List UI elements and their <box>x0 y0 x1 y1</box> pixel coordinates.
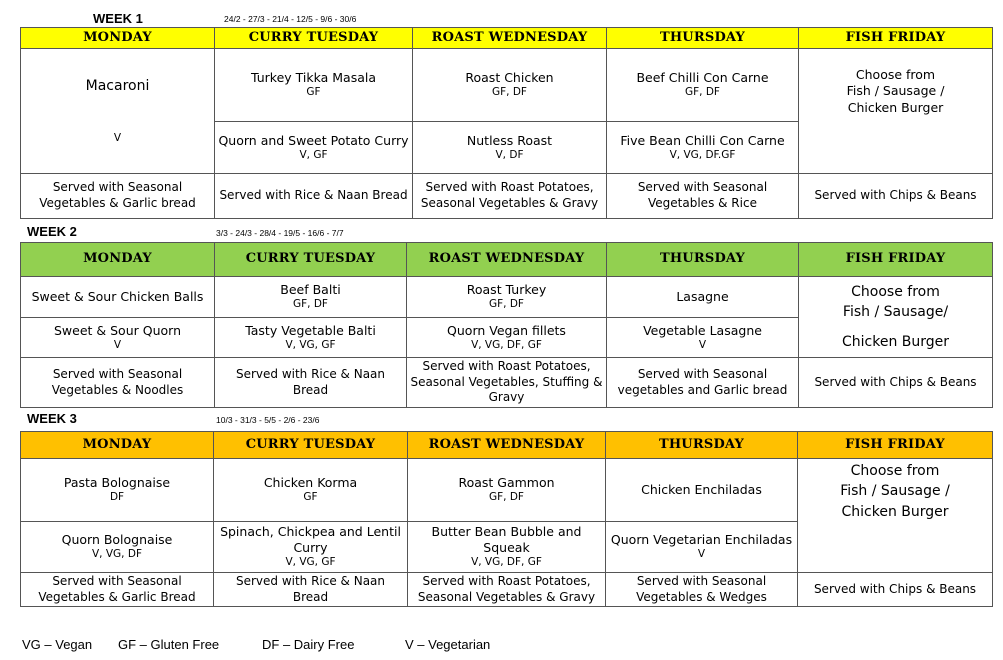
week2-friday-side: Served with Chips & Beans <box>799 358 993 408</box>
week3-tuesday-veg-diet: V, VG, GF <box>285 556 336 569</box>
week2-monday-main: Sweet & Sour Chicken Balls <box>31 288 204 304</box>
week2-tuesday-main-cell <box>215 277 407 318</box>
week3-monday-side: Served with Seasonal Vegetables & Garlic Bread <box>21 573 214 607</box>
week2-thursday-veg-cell <box>607 318 799 358</box>
week2-header-tuesday: CURRY TUESDAY <box>215 243 407 277</box>
week1-friday-side: Served with Chips & Beans <box>799 174 993 219</box>
week2-header-thursday: THURSDAY <box>607 243 799 277</box>
week3-tuesday-veg-cell <box>214 522 408 573</box>
week3-wednesday-veg-cell <box>408 522 606 573</box>
week3-monday-main: Pasta Bolognaise <box>63 475 171 491</box>
week2-tuesday-veg-cell <box>215 318 407 358</box>
week1-wednesday-veg-cell <box>413 122 607 174</box>
week3-wednesday-veg: Butter Bean Bubble and Squeak <box>431 523 582 556</box>
week3-friday-side: Served with Chips & Beans <box>798 573 993 607</box>
week3-tuesday-main-cell <box>214 459 408 522</box>
week3-thursday-veg-diet: V <box>697 548 706 561</box>
week1-tuesday-main: Turkey Tikka Masala <box>250 70 377 86</box>
week1-header-wednesday: ROAST WEDNESDAY <box>413 28 607 49</box>
week1-wednesday-main-diet: GF, DF <box>492 86 527 99</box>
week2-friday-line3: Chicken Burger <box>841 333 950 350</box>
week1-wednesday-veg-diet: V, DF <box>495 148 524 161</box>
week1-wednesday-main: Roast Chicken <box>465 70 554 86</box>
week2-header-wednesday: ROAST WEDNESDAY <box>407 243 607 277</box>
week3-wednesday-veg-diet: V, VG, DF, GF <box>471 556 542 569</box>
week1-header-thursday: THURSDAY <box>607 28 799 49</box>
week2-header-friday: FISH FRIDAY <box>799 243 993 277</box>
week2-wednesday-side: Served with Roast Potatoes, Seasonal Vegetables, Stuffing & Gravy <box>407 358 607 408</box>
week3-tuesday-main: Chicken Korma <box>263 475 358 491</box>
legend-gluten-free: GF – Gluten Free <box>118 637 220 652</box>
week2-tuesday-main-diet: GF, DF <box>293 298 328 311</box>
week2-monday-main-cell <box>21 277 215 318</box>
week1-wednesday-main-cell <box>413 49 607 122</box>
week2-tuesday-main: Beef Balti <box>280 282 341 298</box>
week3-thursday-veg: Quorn Vegetarian Enchiladas <box>610 532 793 548</box>
week2-monday-veg-diet: V <box>113 338 122 351</box>
week1-tuesday-side: Served with Rice & Naan Bread <box>215 174 413 219</box>
week3-monday-veg: Quorn Bolognaise <box>61 532 173 548</box>
week2-friday-line1: Choose from <box>851 284 940 301</box>
week2-thursday-side: Served with Seasonal vegetables and Garlic bread <box>607 358 799 408</box>
week2-wednesday-main: Roast Turkey <box>466 282 547 298</box>
week3-friday-line1: Choose from <box>850 463 940 479</box>
legend-vegan: VG – Vegan <box>22 637 93 652</box>
week3-thursday-main: Chicken Enchiladas <box>641 481 762 497</box>
week2-friday-line2: Fish / Sausage/ <box>842 304 949 321</box>
week3-tuesday-main-diet: GF <box>303 491 318 504</box>
week2-thursday-main: Lasagne <box>676 288 729 304</box>
week1-thursday-veg-cell <box>607 122 799 174</box>
week1-tuesday-veg-cell <box>215 122 413 174</box>
week3-monday-veg-cell <box>21 522 214 573</box>
week3-dates: 10/3 - 31/3 - 5/5 - 2/6 - 23/6 <box>216 415 320 425</box>
week1-label: WEEK 1 <box>93 11 143 26</box>
week1-wednesday-veg: Nutless Roast <box>466 132 553 148</box>
week1-thursday-main-diet: GF, DF <box>685 86 720 99</box>
week1-dates: 24/2 - 27/3 - 21/4 - 12/5 - 9/6 - 30/6 <box>224 14 357 24</box>
week2-wednesday-main-cell <box>407 277 607 318</box>
week1-wednesday-side: Served with Roast Potatoes, Seasonal Vegetables & Gravy <box>413 174 607 219</box>
week3-wednesday-main: Roast Gammon <box>458 475 555 491</box>
week3-wednesday-main-diet: GF, DF <box>489 491 524 504</box>
legend-vegetarian: V – Vegetarian <box>405 637 491 652</box>
week1-thursday-main-cell <box>607 49 799 122</box>
week3-thursday-veg-cell <box>606 522 798 573</box>
week2-thursday-main-cell <box>607 277 799 318</box>
week2-tuesday-veg: Tasty Vegetable Balti <box>245 322 376 338</box>
week2-wednesday-veg-cell <box>407 318 607 358</box>
week3-wednesday-side: Served with Roast Potatoes, Seasonal Vegetables & Gravy <box>408 573 606 607</box>
week3-header-friday: FISH FRIDAY <box>798 432 993 459</box>
week3-header-thursday: THURSDAY <box>606 432 798 459</box>
week1-monday-side: Served with Seasonal Vegetables & Garlic bread <box>21 174 215 219</box>
week2-dates: 3/3 - 24/3 - 28/4 - 19/5 - 16/6 - 7/7 <box>216 228 344 238</box>
week1-monday-veg-diet: V <box>113 132 122 145</box>
week2-monday-side: Served with Seasonal Vegetables & Noodles <box>21 358 215 408</box>
week2-wednesday-veg: Quorn Vegan fillets <box>447 322 566 338</box>
week2-tuesday-veg-diet: V, VG, GF <box>285 338 336 351</box>
week3-friday-line2: Fish / Sausage / <box>840 483 950 500</box>
week3-header-tuesday: CURRY TUESDAY <box>214 432 408 459</box>
week2-monday-veg: Sweet & Sour Quorn <box>53 322 181 338</box>
week2-table <box>20 242 993 408</box>
week3-header-wednesday: ROAST WEDNESDAY <box>408 432 606 459</box>
week1-tuesday-main-cell <box>215 49 413 122</box>
week3-friday-line3: Chicken Burger <box>841 503 949 520</box>
week1-monday-cell <box>21 49 215 174</box>
week1-friday-line2: Fish / Sausage / <box>846 83 945 99</box>
week2-monday-veg-cell <box>21 318 215 358</box>
week3-thursday-main-cell <box>606 459 798 522</box>
week1-tuesday-veg-diet: V, GF <box>299 148 328 161</box>
week1-tuesday-veg: Quorn and Sweet Potato Curry <box>218 132 409 148</box>
week1-header-monday: MONDAY <box>21 28 215 49</box>
week2-friday-cell <box>799 277 993 358</box>
week1-header-friday: FISH FRIDAY <box>799 28 993 49</box>
week1-friday-cell <box>799 49 993 174</box>
week2-thursday-veg-diet: V <box>698 338 707 351</box>
week1-thursday-veg-diet: V, VG, DF.GF <box>669 148 736 161</box>
week3-monday-veg-diet: V, VG, DF <box>92 548 142 561</box>
week3-monday-main-cell <box>21 459 214 522</box>
week2-wednesday-main-diet: GF, DF <box>489 298 524 311</box>
week2-thursday-veg: Vegetable Lasagne <box>643 322 762 338</box>
week3-table <box>20 431 993 607</box>
legend-dairy-free: DF – Dairy Free <box>262 637 355 652</box>
week3-tuesday-veg: Spinach, Chickpea and Lentil Curry <box>220 523 401 556</box>
week1-tuesday-main-diet: GF <box>306 86 321 99</box>
week3-monday-main-diet: DF <box>109 491 125 504</box>
week1-friday-line3: Chicken Burger <box>847 99 944 115</box>
week3-thursday-side: Served with Seasonal Vegetables & Wedges <box>606 573 798 607</box>
week2-header-monday: MONDAY <box>21 243 215 277</box>
week1-header-tuesday: CURRY TUESDAY <box>215 28 413 49</box>
week1-monday-main: Macaroni <box>85 78 150 95</box>
week3-friday-cell <box>798 459 993 573</box>
week1-thursday-side: Served with Seasonal Vegetables & Rice <box>607 174 799 219</box>
week3-label: WEEK 3 <box>27 411 77 426</box>
week1-friday-line1: Choose from <box>855 67 936 82</box>
week2-tuesday-side: Served with Rice & Naan Bread <box>215 358 407 408</box>
week1-thursday-main: Beef Chilli Con Carne <box>636 70 769 86</box>
week3-wednesday-main-cell <box>408 459 606 522</box>
week2-wednesday-veg-diet: V, VG, DF, GF <box>471 338 542 351</box>
week3-header-monday: MONDAY <box>21 432 214 459</box>
week1-table <box>20 27 993 219</box>
week2-label: WEEK 2 <box>27 224 77 239</box>
week3-tuesday-side: Served with Rice & Naan Bread <box>214 573 408 607</box>
week1-thursday-veg: Five Bean Chilli Con Carne <box>620 132 785 148</box>
